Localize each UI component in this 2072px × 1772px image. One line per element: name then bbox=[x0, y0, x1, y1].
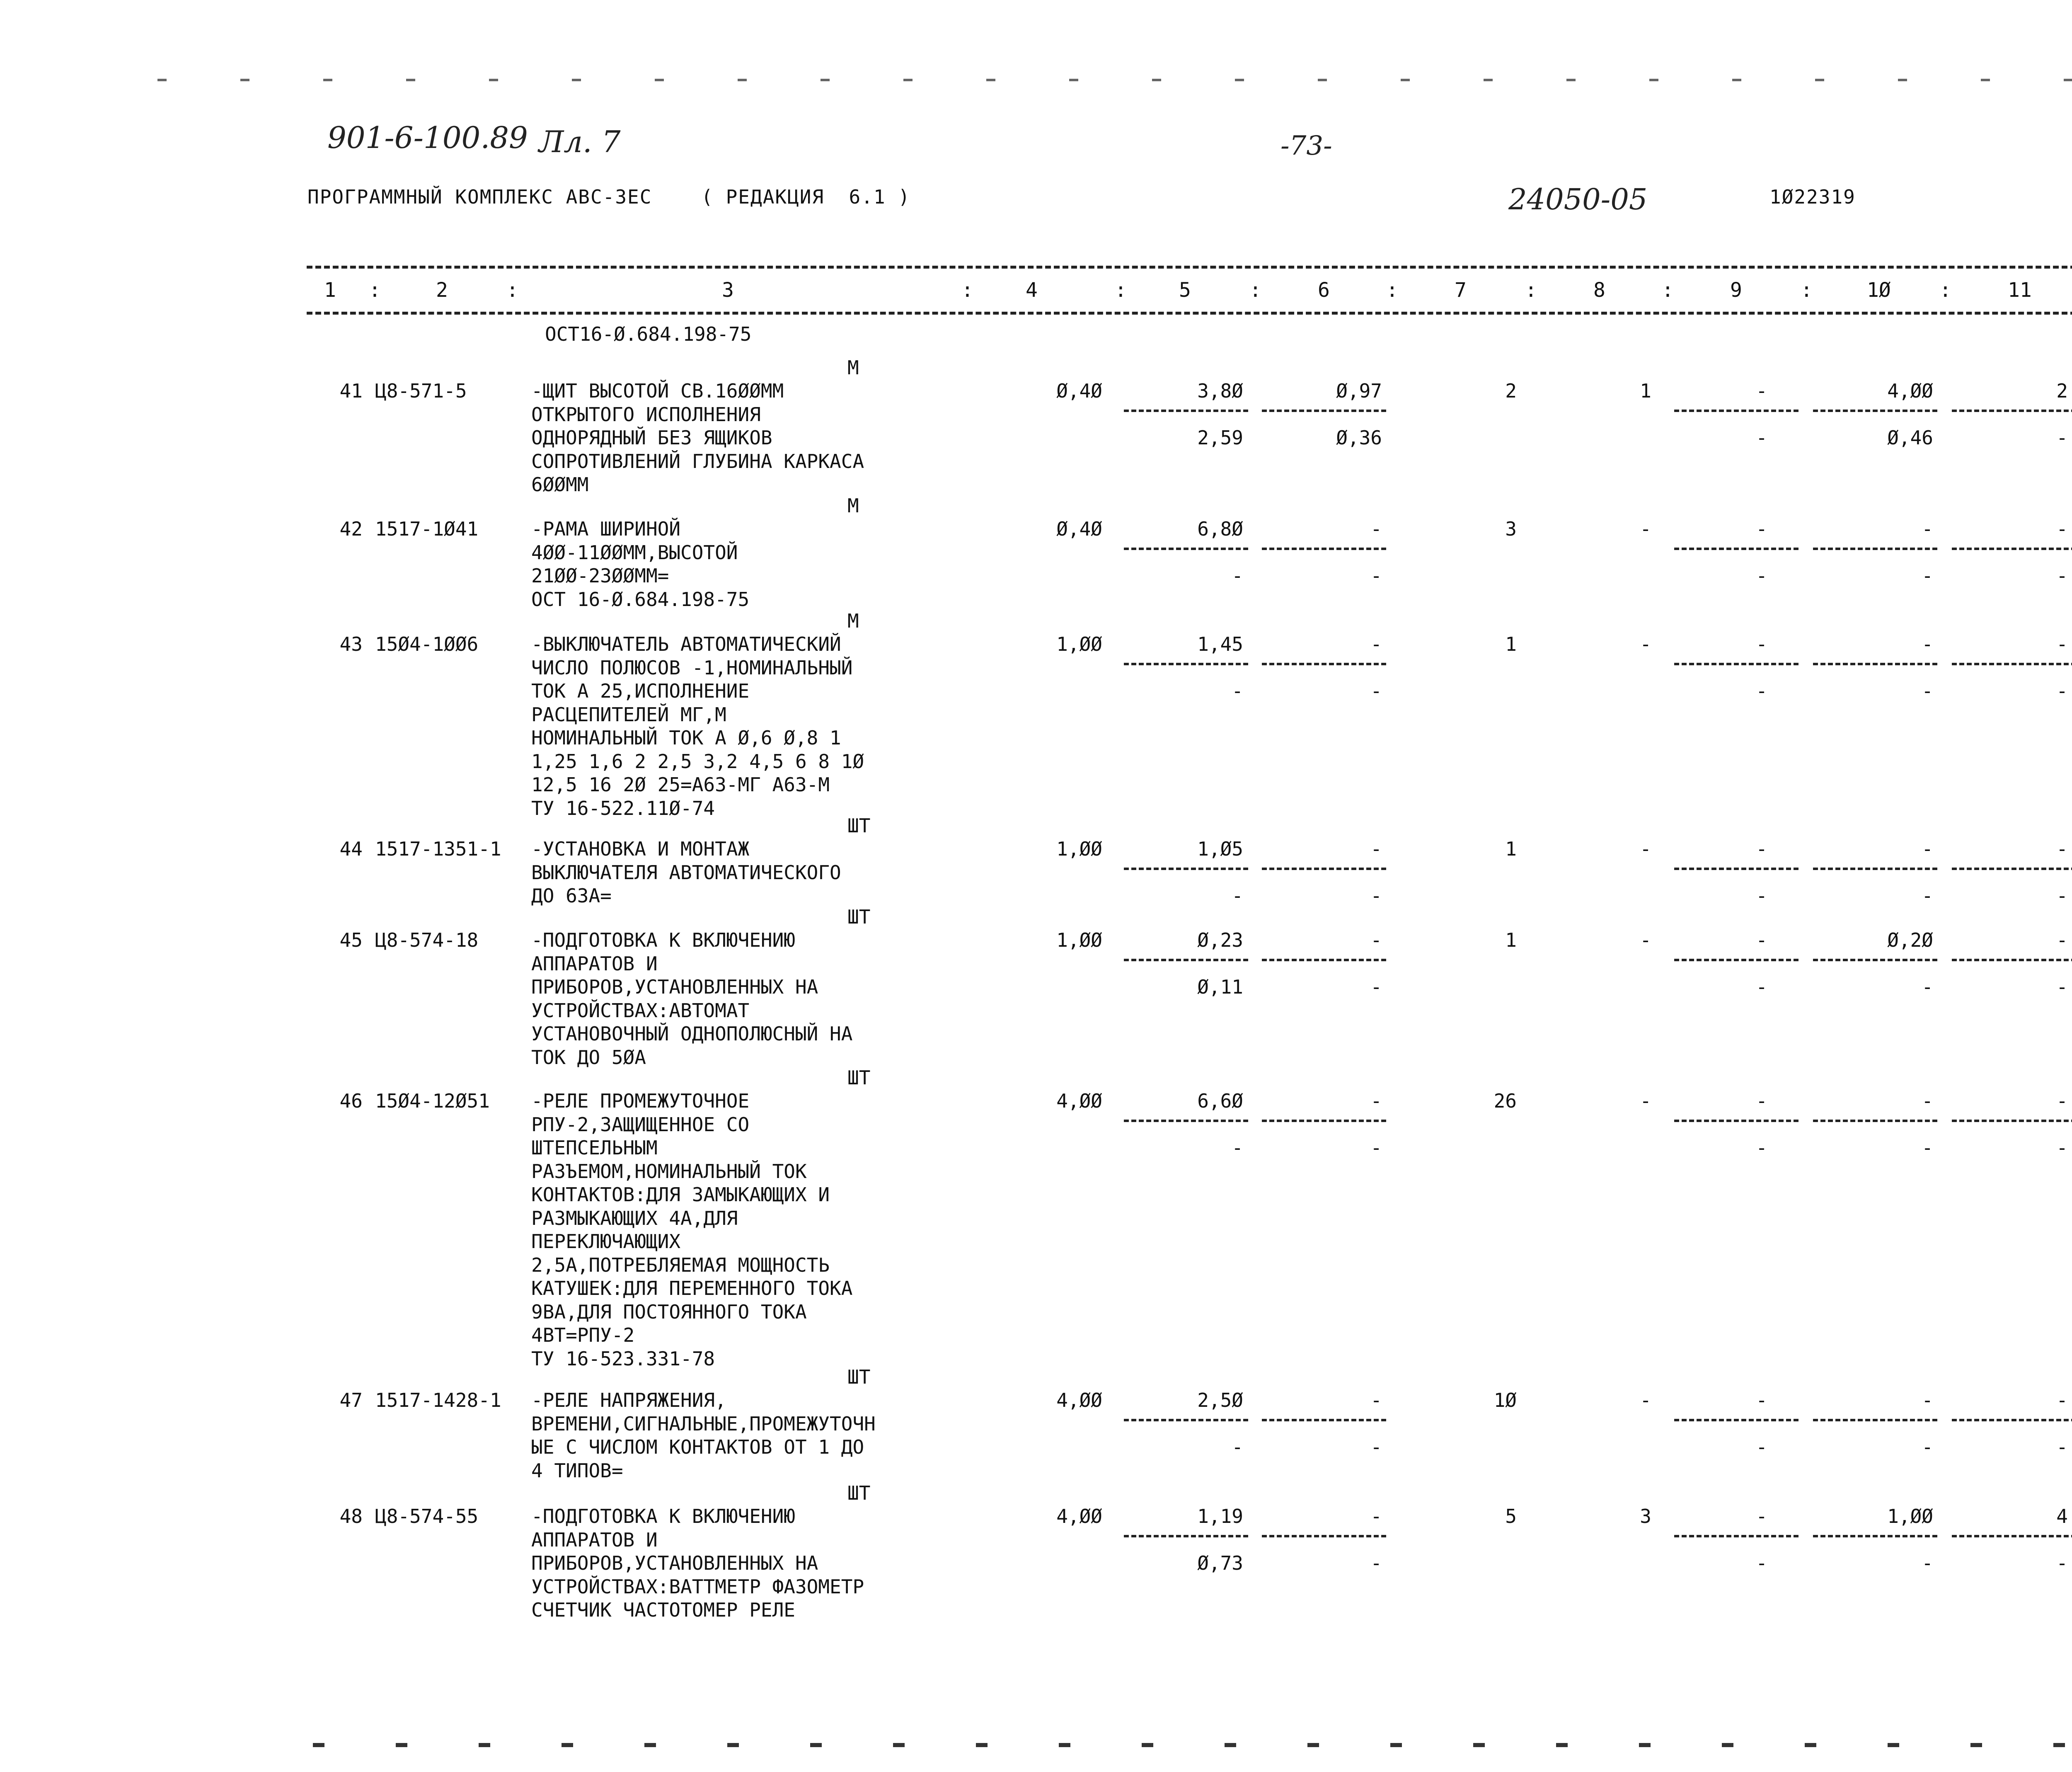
edge-stroke bbox=[1639, 1743, 1651, 1747]
row-unit-label: ШТ bbox=[847, 1365, 871, 1388]
row-separator-dash bbox=[1813, 868, 1937, 870]
row-c9-upper: - bbox=[1756, 380, 1767, 402]
edge-speck bbox=[1235, 79, 1244, 81]
col-header-4: 4 bbox=[1026, 279, 1038, 302]
edge-stroke bbox=[313, 1743, 324, 1747]
row-separator-dash bbox=[1813, 1535, 1937, 1537]
col-separator: : bbox=[369, 279, 381, 302]
row-c9-upper: - bbox=[1756, 1389, 1767, 1411]
row-c6-upper: - bbox=[1370, 518, 1382, 540]
row-separator-dash bbox=[1813, 410, 1937, 412]
edge-speck bbox=[1152, 79, 1161, 81]
edge-stroke bbox=[1473, 1743, 1485, 1747]
row-c5-upper: 3,8Ø bbox=[1197, 380, 1243, 402]
row-c7: 2 bbox=[1505, 380, 1517, 402]
col-header-1: 1 bbox=[324, 279, 336, 302]
col-separator: : bbox=[1249, 279, 1261, 302]
edge-speck bbox=[1732, 79, 1741, 81]
row-separator-dash bbox=[1813, 1419, 1937, 1421]
handwritten-code: 24050-05 bbox=[1508, 182, 1648, 216]
row-c8: 1 bbox=[1640, 380, 1651, 402]
row-c4: 1,ØØ bbox=[1056, 633, 1102, 655]
edge-speck bbox=[572, 79, 581, 81]
row-c4: Ø,4Ø bbox=[1056, 380, 1102, 402]
row-code: Ц8-574-18 bbox=[375, 929, 479, 951]
row-c6-upper: - bbox=[1370, 1389, 1382, 1411]
row-c11-upper: - bbox=[2056, 633, 2068, 655]
row-description: -ПОДГОТОВКА К ВКЛЮЧЕНИЮ АППАРАТОВ И ПРИБОРОВ,УСТАНОВЛЕННЫХ НА УСТРОЙСТВАХ:АВТОМАТ УСТАНОВОЧНЫЙ ОДНОПОЛЮСНЫЙ НА ТОК ДО 5ØА bbox=[531, 929, 853, 1069]
row-c8: - bbox=[1640, 1389, 1651, 1411]
row-unit-label: ШТ bbox=[847, 905, 871, 928]
row-separator-dash bbox=[1262, 410, 1386, 412]
row-c10-upper: - bbox=[1922, 1389, 1933, 1411]
row-unit-label: М bbox=[847, 609, 859, 632]
col-separator: : bbox=[506, 279, 518, 302]
edge-stroke bbox=[1970, 1743, 1982, 1747]
row-c8: 3 bbox=[1640, 1505, 1651, 1527]
row-description: -РАМА ШИРИНОЙ 4ØØ-11ØØММ,ВЫСОТОЙ 21ØØ-23ØØММ= ОСТ 16-Ø.684.198-75 bbox=[531, 518, 750, 611]
row-separator-dash bbox=[1952, 548, 2072, 550]
row-separator-dash bbox=[1124, 959, 1248, 961]
row-c11-lower: - bbox=[2056, 1137, 2068, 1159]
edge-speck bbox=[738, 79, 747, 81]
row-number: 42 bbox=[339, 518, 363, 540]
row-separator-dash bbox=[1262, 959, 1386, 961]
row-c6-lower: - bbox=[1370, 680, 1382, 702]
row-separator-dash bbox=[1674, 959, 1798, 961]
col-separator: : bbox=[1115, 279, 1127, 302]
edge-speck bbox=[986, 79, 995, 81]
row-separator-dash bbox=[1674, 868, 1798, 870]
edge-speck bbox=[1981, 79, 1990, 81]
edge-stroke bbox=[562, 1743, 573, 1747]
row-c9-upper: - bbox=[1756, 1505, 1767, 1527]
col-separator: : bbox=[1801, 279, 1813, 302]
row-c9-lower: - bbox=[1756, 565, 1767, 587]
edge-stroke bbox=[1805, 1743, 1816, 1747]
row-c5-lower: Ø,11 bbox=[1197, 976, 1243, 998]
col-separator: : bbox=[1939, 279, 1951, 302]
row-code: 1517-1Ø41 bbox=[375, 518, 479, 540]
row-c5-upper: 1,19 bbox=[1197, 1505, 1243, 1527]
row-separator-dash bbox=[1952, 1419, 2072, 1421]
row-c6-lower: - bbox=[1370, 565, 1382, 587]
row-c8: - bbox=[1640, 518, 1651, 540]
edge-stroke bbox=[1307, 1743, 1319, 1747]
row-separator-dash bbox=[1674, 1120, 1798, 1122]
row-separator-dash bbox=[1813, 959, 1937, 961]
row-c11-upper: - bbox=[2056, 518, 2068, 540]
row-c6-lower: - bbox=[1370, 885, 1382, 907]
row-c4: 4,ØØ bbox=[1056, 1389, 1102, 1411]
row-unit-label: ШТ bbox=[847, 814, 871, 837]
row-separator-dash bbox=[1952, 410, 2072, 412]
row-code: Ц8-571-5 bbox=[375, 380, 467, 402]
col-header-5: 5 bbox=[1179, 279, 1191, 302]
col-header-3: 3 bbox=[722, 279, 734, 302]
row-separator-dash bbox=[1124, 868, 1248, 870]
row-c10-lower: - bbox=[1922, 1137, 1933, 1159]
row-number: 44 bbox=[339, 838, 363, 860]
row-c5-lower: 2,59 bbox=[1197, 427, 1243, 449]
row-c11-lower: - bbox=[2056, 1436, 2068, 1458]
row-c7: 1 bbox=[1505, 633, 1517, 655]
row-separator-dash bbox=[1674, 1419, 1798, 1421]
row-separator-dash bbox=[1262, 1535, 1386, 1537]
row-separator-dash bbox=[1813, 663, 1937, 665]
row-c5-lower: Ø,73 bbox=[1197, 1552, 1243, 1574]
row-c10-lower: - bbox=[1922, 680, 1933, 702]
row-c7: 26 bbox=[1493, 1090, 1517, 1112]
edge-stroke bbox=[1888, 1743, 1899, 1747]
edge-stroke bbox=[396, 1743, 407, 1747]
col-separator: : bbox=[1662, 279, 1674, 302]
row-separator-dash bbox=[1813, 548, 1937, 550]
row-number: 45 bbox=[339, 929, 363, 951]
row-c5-lower: - bbox=[1232, 1436, 1243, 1458]
row-separator-dash bbox=[1262, 548, 1386, 550]
row-c5-upper: 6,6Ø bbox=[1197, 1090, 1243, 1112]
row-description: -РЕЛЕ НАПРЯЖЕНИЯ, ВРЕМЕНИ,СИГНАЛЬНЫЕ,ПРОМЕЖУТОЧН ЫЕ С ЧИСЛОМ КОНТАКТОВ ОТ 1 ДО 4 ТИПОВ= bbox=[531, 1389, 876, 1482]
edge-speck bbox=[406, 79, 415, 81]
row-number: 46 bbox=[339, 1090, 363, 1112]
row-c7: 3 bbox=[1505, 518, 1517, 540]
edge-stroke bbox=[1556, 1743, 1568, 1747]
row-separator-dash bbox=[1262, 1419, 1386, 1421]
row-c7: 1 bbox=[1505, 838, 1517, 860]
row-c6-upper: - bbox=[1370, 1505, 1382, 1527]
row-c11-upper: 4 bbox=[2056, 1505, 2068, 1527]
row-c4: 1,ØØ bbox=[1056, 929, 1102, 951]
row-c6-lower: - bbox=[1370, 976, 1382, 998]
row-c10-lower: - bbox=[1922, 1552, 1933, 1574]
row-c10-upper: 4,ØØ bbox=[1887, 380, 1933, 402]
row-c10-upper: - bbox=[1922, 518, 1933, 540]
edge-stroke bbox=[1142, 1743, 1153, 1747]
row-unit-label: М bbox=[847, 494, 859, 517]
edge-stroke bbox=[976, 1743, 988, 1747]
row-separator-dash bbox=[1124, 1535, 1248, 1537]
row-c9-lower: - bbox=[1756, 976, 1767, 998]
row-separator-dash bbox=[1124, 1419, 1248, 1421]
row-c9-upper: - bbox=[1756, 838, 1767, 860]
edge-speck bbox=[323, 79, 332, 81]
row-separator-dash bbox=[1262, 663, 1386, 665]
edge-speck bbox=[1815, 79, 1824, 81]
row-c6-lower: - bbox=[1370, 1552, 1382, 1574]
row-c10-upper: - bbox=[1922, 633, 1933, 655]
row-separator-dash bbox=[1124, 1120, 1248, 1122]
row-c11-lower: - bbox=[2056, 1552, 2068, 1574]
row-c10-lower: - bbox=[1922, 1436, 1933, 1458]
edge-speck bbox=[1898, 79, 1907, 81]
row-separator-dash bbox=[1124, 548, 1248, 550]
edge-speck bbox=[489, 79, 498, 81]
row-c10-lower: Ø,46 bbox=[1887, 427, 1933, 449]
col-separator: : bbox=[1386, 279, 1398, 302]
edge-stroke bbox=[810, 1743, 822, 1747]
row-c9-upper: - bbox=[1756, 518, 1767, 540]
header-rule-top bbox=[307, 266, 2072, 269]
top-continuation: ОСТ16-Ø.684.198-75 bbox=[545, 323, 752, 345]
edge-speck bbox=[1069, 79, 1078, 81]
row-c4: 4,ØØ bbox=[1056, 1505, 1102, 1527]
row-c6-upper: - bbox=[1370, 838, 1382, 860]
edge-stroke bbox=[1225, 1743, 1236, 1747]
row-c5-upper: 1,Ø5 bbox=[1197, 838, 1243, 860]
row-c6-upper: Ø,97 bbox=[1336, 380, 1382, 402]
row-c10-upper: - bbox=[1922, 838, 1933, 860]
col-header-11: 11 bbox=[2008, 279, 2032, 302]
row-c4: 1,ØØ bbox=[1056, 838, 1102, 860]
row-number: 43 bbox=[339, 633, 363, 655]
row-c8: - bbox=[1640, 929, 1651, 951]
edge-speck bbox=[1318, 79, 1327, 81]
edge-speck bbox=[1649, 79, 1658, 81]
edge-stroke bbox=[893, 1743, 905, 1747]
row-c11-upper: - bbox=[2056, 1090, 2068, 1112]
col-header-6: 6 bbox=[1318, 279, 1330, 302]
row-code: 15Ø4-12Ø51 bbox=[375, 1090, 490, 1112]
col-header-9: 9 bbox=[1730, 279, 1742, 302]
row-c11-upper: - bbox=[2056, 1389, 2068, 1411]
row-separator-dash bbox=[1262, 1120, 1386, 1122]
row-c11-lower: - bbox=[2056, 680, 2068, 702]
row-c10-upper: Ø,2Ø bbox=[1887, 929, 1933, 951]
row-separator-dash bbox=[1262, 868, 1386, 870]
edge-speck bbox=[655, 79, 664, 81]
row-separator-dash bbox=[1674, 663, 1798, 665]
row-unit-label: ШТ bbox=[847, 1066, 871, 1089]
row-c11-upper: - bbox=[2056, 929, 2068, 951]
edge-stroke bbox=[644, 1743, 656, 1747]
row-c8: - bbox=[1640, 633, 1651, 655]
row-code: 1517-1351-1 bbox=[375, 838, 501, 860]
row-c5-lower: - bbox=[1232, 1137, 1243, 1159]
row-unit-label: ШТ bbox=[847, 1481, 871, 1504]
page-number: -73- bbox=[1280, 131, 1332, 161]
row-c10-lower: - bbox=[1922, 565, 1933, 587]
edge-speck bbox=[903, 79, 913, 81]
row-separator-dash bbox=[1674, 410, 1798, 412]
edge-stroke bbox=[1390, 1743, 1402, 1747]
row-unit-label: М bbox=[847, 356, 859, 379]
col-separator: : bbox=[961, 279, 973, 302]
edge-speck bbox=[240, 79, 249, 81]
row-c8: - bbox=[1640, 838, 1651, 860]
row-c5-upper: 2,5Ø bbox=[1197, 1389, 1243, 1411]
row-separator-dash bbox=[1124, 663, 1248, 665]
edge-stroke bbox=[727, 1743, 739, 1747]
row-code: 1517-1428-1 bbox=[375, 1389, 501, 1411]
edge-speck bbox=[821, 79, 830, 81]
edge-speck bbox=[1566, 79, 1576, 81]
row-c9-lower: - bbox=[1756, 1137, 1767, 1159]
row-separator-dash bbox=[1813, 1120, 1937, 1122]
row-c5-upper: 1,45 bbox=[1197, 633, 1243, 655]
row-c10-lower: - bbox=[1922, 976, 1933, 998]
row-c5-upper: Ø,23 bbox=[1197, 929, 1243, 951]
row-c9-lower: - bbox=[1756, 680, 1767, 702]
row-separator-dash bbox=[1674, 548, 1798, 550]
header-rule-bottom bbox=[307, 312, 2072, 315]
col-header-7: 7 bbox=[1455, 279, 1467, 302]
edge-stroke bbox=[1059, 1743, 1070, 1747]
row-c11-upper: 2 bbox=[2056, 380, 2068, 402]
edge-stroke bbox=[1722, 1743, 1733, 1747]
row-c9-lower: - bbox=[1756, 1552, 1767, 1574]
row-c9-upper: - bbox=[1756, 633, 1767, 655]
row-separator-dash bbox=[1674, 1535, 1798, 1537]
sheet-label: Лл. 7 bbox=[539, 124, 621, 159]
row-c4: 4,ØØ bbox=[1056, 1090, 1102, 1112]
row-c10-upper: - bbox=[1922, 1090, 1933, 1112]
row-description: -ПОДГОТОВКА К ВКЛЮЧЕНИЮ АППАРАТОВ И ПРИБОРОВ,УСТАНОВЛЕННЫХ НА УСТРОЙСТВАХ:ВАТТМЕТР ФАЗОМЕТР СЧЕТЧИК ЧАСТОТОМЕР РЕЛЕ bbox=[531, 1505, 864, 1621]
row-c7: 1Ø bbox=[1493, 1389, 1517, 1411]
row-c9-upper: - bbox=[1756, 929, 1767, 951]
row-c6-lower: - bbox=[1370, 1436, 1382, 1458]
row-code: Ц8-574-55 bbox=[375, 1505, 479, 1527]
col-header-8: 8 bbox=[1593, 279, 1605, 302]
row-c6-upper: - bbox=[1370, 929, 1382, 951]
row-separator-dash bbox=[1124, 410, 1248, 412]
row-c6-lower: - bbox=[1370, 1137, 1382, 1159]
edge-stroke bbox=[479, 1743, 490, 1747]
row-c11-lower: - bbox=[2056, 885, 2068, 907]
row-c8: - bbox=[1640, 1090, 1651, 1112]
row-c7: 5 bbox=[1505, 1505, 1517, 1527]
row-c9-lower: - bbox=[1756, 427, 1767, 449]
row-c7: 1 bbox=[1505, 929, 1517, 951]
row-separator-dash bbox=[1952, 1535, 2072, 1537]
row-number: 41 bbox=[339, 380, 363, 402]
row-number: 47 bbox=[339, 1389, 363, 1411]
row-c11-upper: - bbox=[2056, 838, 2068, 860]
row-c10-upper: 1,ØØ bbox=[1887, 1505, 1933, 1527]
row-description: -ЩИТ ВЫСОТОЙ СВ.16ØØММ ОТКРЫТОГО ИСПОЛНЕНИЯ ОДНОРЯДНЫЙ БЕЗ ЯЩИКОВ СОПРОТИВЛЕНИЙ ГЛУБИНА КАРКАСА 6ØØММ bbox=[531, 380, 864, 496]
row-code: 15Ø4-1ØØ6 bbox=[375, 633, 479, 655]
edge-speck bbox=[2064, 79, 2072, 81]
print-number: 1Ø22319 bbox=[1769, 186, 1856, 208]
row-number: 48 bbox=[339, 1505, 363, 1527]
row-c9-upper: - bbox=[1756, 1090, 1767, 1112]
row-separator-dash bbox=[1952, 663, 2072, 665]
row-separator-dash bbox=[1952, 868, 2072, 870]
program-title: ПРОГРАММНЫЙ КОМПЛЕКС АВС-3ЕС ( РЕДАКЦИЯ 6.1 ) bbox=[307, 186, 911, 208]
row-c11-lower: - bbox=[2056, 427, 2068, 449]
row-c11-lower: - bbox=[2056, 976, 2068, 998]
doc-code: 901-6-100.89 bbox=[327, 120, 528, 155]
col-header-2: 2 bbox=[436, 279, 448, 302]
row-separator-dash bbox=[1952, 959, 2072, 961]
row-description: -УСТАНОВКА И МОНТАЖ ВЫКЛЮЧАТЕЛЯ АВТОМАТИЧЕСКОГО ДО 63А= bbox=[531, 838, 841, 907]
row-description: -РЕЛЕ ПРОМЕЖУТОЧНОЕ РПУ-2,ЗАЩИЩЕННОЕ СО ШТЕПСЕЛЬНЫМ РАЗЪЕМОМ,НОМИНАЛЬНЫЙ ТОК КОНТАКТОВ:ДЛЯ ЗАМЫКАЮЩИХ И РАЗМЫКАЮЩИХ 4А,ДЛЯ ПЕРЕКЛЮЧАЮЩИХ 2,5А,ПОТРЕБЛЯЕМАЯ МОЩНОСТЬ КАТУШЕК:ДЛЯ ПЕРЕМЕННОГО ТОКА 9ВА,ДЛЯ ПОСТОЯННОГО ТОКА 4ВТ=РПУ-2 ТУ 16-523.331-78 bbox=[531, 1090, 853, 1370]
row-c4: Ø,4Ø bbox=[1056, 518, 1102, 540]
col-separator: : bbox=[1525, 279, 1537, 302]
edge-speck bbox=[1484, 79, 1493, 81]
row-c9-lower: - bbox=[1756, 885, 1767, 907]
row-separator-dash bbox=[1952, 1120, 2072, 1122]
row-c5-lower: - bbox=[1232, 680, 1243, 702]
row-description: -ВЫКЛЮЧАТЕЛЬ АВТОМАТИЧЕСКИЙ ЧИСЛО ПОЛЮСОВ -1,НОМИНАЛЬНЫЙ ТОК А 25,ИСПОЛНЕНИЕ РАСЦЕПИТЕЛЕЙ МГ,М НОМИНАЛЬНЫЙ ТОК А Ø,6 Ø,8 1 1,25 1,6 2 2,5 3,2 4,5 6 8 1Ø 12,5 16 2Ø 25=А63-МГ А63-М ТУ 16-522.11Ø-74 bbox=[531, 633, 864, 819]
col-header-10: 1Ø bbox=[1867, 279, 1891, 302]
row-c5-lower: - bbox=[1232, 565, 1243, 587]
row-c6-upper: - bbox=[1370, 633, 1382, 655]
row-c11-lower: - bbox=[2056, 565, 2068, 587]
row-c10-lower: - bbox=[1922, 885, 1933, 907]
row-c9-lower: - bbox=[1756, 1436, 1767, 1458]
row-c5-upper: 6,8Ø bbox=[1197, 518, 1243, 540]
row-c5-lower: - bbox=[1232, 885, 1243, 907]
row-c6-upper: - bbox=[1370, 1090, 1382, 1112]
edge-stroke bbox=[2053, 1743, 2065, 1747]
row-c6-lower: Ø,36 bbox=[1336, 427, 1382, 449]
edge-speck bbox=[1401, 79, 1410, 81]
edge-speck bbox=[157, 79, 167, 81]
